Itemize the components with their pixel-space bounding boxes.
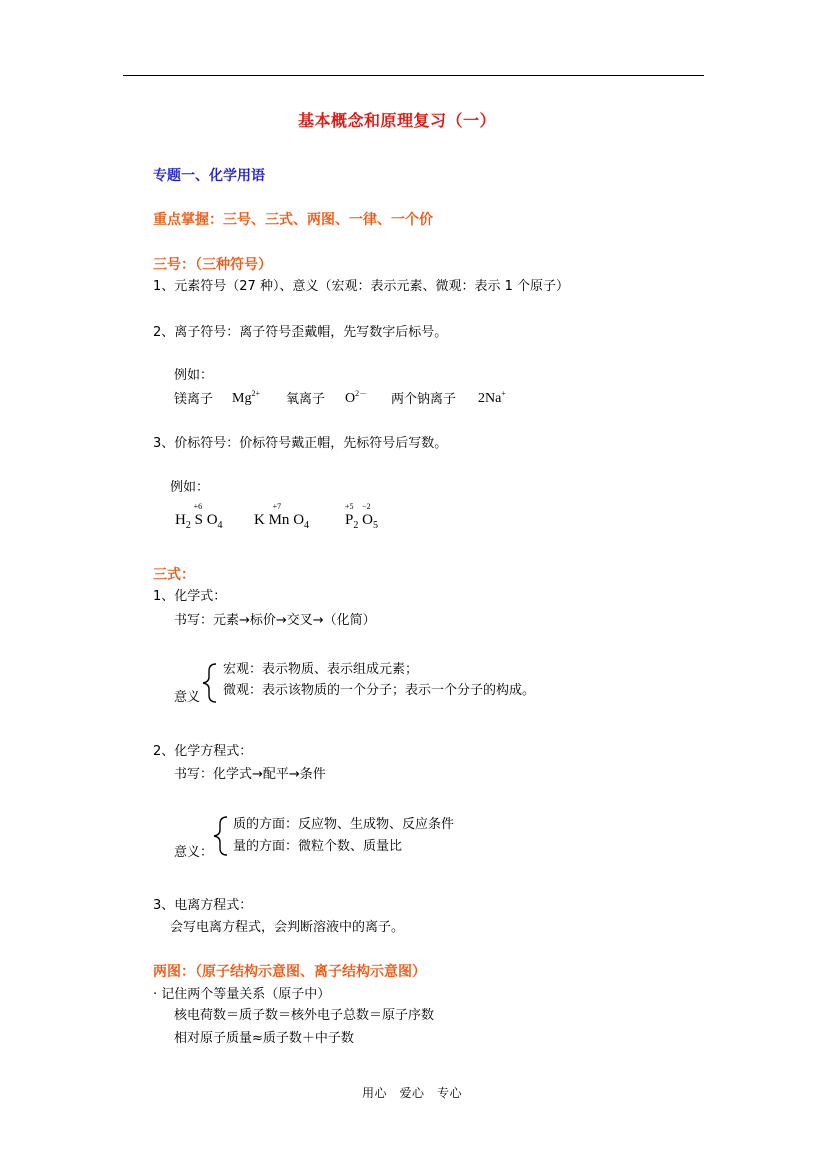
formula-p2o5: +5 $P_2$ −2 $O_5$ bbox=[345, 502, 378, 531]
sanhao-item-2: 2、离子符号：离子符号歪戴帽，先写数字后标号。 bbox=[153, 325, 448, 340]
sanhao-item-1: 1、元素符号（27 种）、意义（宏观：表示元素、微观：表示 1 个原子） bbox=[153, 279, 569, 294]
sanshi-item-1: 1、化学式： bbox=[153, 589, 227, 604]
formula-kmno4: K +7 Mn $O_4$ bbox=[254, 502, 310, 531]
liangtu-heading: 两图：（原子结构示意图、离子结构示意图） bbox=[153, 964, 426, 980]
example-label-2: 例如： bbox=[170, 480, 210, 495]
liangtu-eq-1: 核电荷数＝质子数＝核外电子总数＝原子序数 bbox=[174, 1008, 435, 1023]
brace-icon bbox=[201, 662, 219, 704]
focus-heading: 重点掌握：三号、三式、两图、一律、一个价 bbox=[153, 212, 433, 228]
formula-h2so4: $H_2$ +6 S $O_4$ bbox=[175, 502, 223, 531]
sanshi-item-3-desc: 会写电离方程式，会判断溶液中的离子。 bbox=[170, 920, 405, 935]
sanshi-item-3: 3、电离方程式： bbox=[153, 898, 253, 913]
page-footer: 用心 爱心 专心 bbox=[362, 1086, 463, 1100]
example-o-name: 氧离子 bbox=[286, 392, 326, 407]
sanshi-item-2-meaning: 意义： bbox=[174, 845, 214, 860]
example-na-symbol: 2Na+ bbox=[478, 389, 506, 406]
topic-heading: 专题一、化学用语 bbox=[153, 168, 265, 184]
sanshi-item-1-macro: 宏观：表示物质、表示组成元素； bbox=[223, 662, 419, 677]
sanshi-item-1-micro: 微观：表示该物质的一个分子；表示一个分子的构成。 bbox=[223, 683, 536, 698]
liangtu-bullet: · 记住两个等量关系（原子中） bbox=[153, 987, 331, 1002]
sanshi-item-2: 2、化学方程式： bbox=[153, 744, 253, 759]
sanhao-heading: 三号：（三种符号） bbox=[153, 257, 272, 273]
sanhao-item-3: 3、价标符号：价标符号戴正帽，先标符号后写数。 bbox=[153, 436, 448, 451]
sanshi-item-1-write: 书写：元素→标价→交叉→（化简） bbox=[174, 613, 376, 628]
page-title: 基本概念和原理复习（一） bbox=[298, 111, 497, 130]
brace-icon bbox=[212, 815, 230, 857]
example-mg-name: 镁离子 bbox=[174, 392, 214, 407]
liangtu-eq-2: 相对原子质量≈质子数＋中子数 bbox=[174, 1031, 354, 1046]
example-na-name: 两个钠离子 bbox=[391, 392, 457, 407]
sanshi-item-2-quality: 质的方面：反应物、生成物、反应条件 bbox=[233, 817, 455, 832]
header-rule bbox=[123, 75, 704, 76]
sanshi-heading: 三式： bbox=[153, 567, 195, 583]
sanshi-item-2-write: 书写：化学式→配平→条件 bbox=[174, 767, 326, 782]
example-label: 例如： bbox=[174, 368, 214, 383]
example-o-symbol: $O^{2-}$ bbox=[345, 389, 368, 406]
sanshi-item-2-quantity: 量的方面：微粒个数、质量比 bbox=[233, 839, 403, 854]
example-mg-symbol: $Mg^{2+}$ bbox=[232, 389, 260, 406]
sanshi-item-1-meaning: 意义 bbox=[174, 690, 201, 705]
